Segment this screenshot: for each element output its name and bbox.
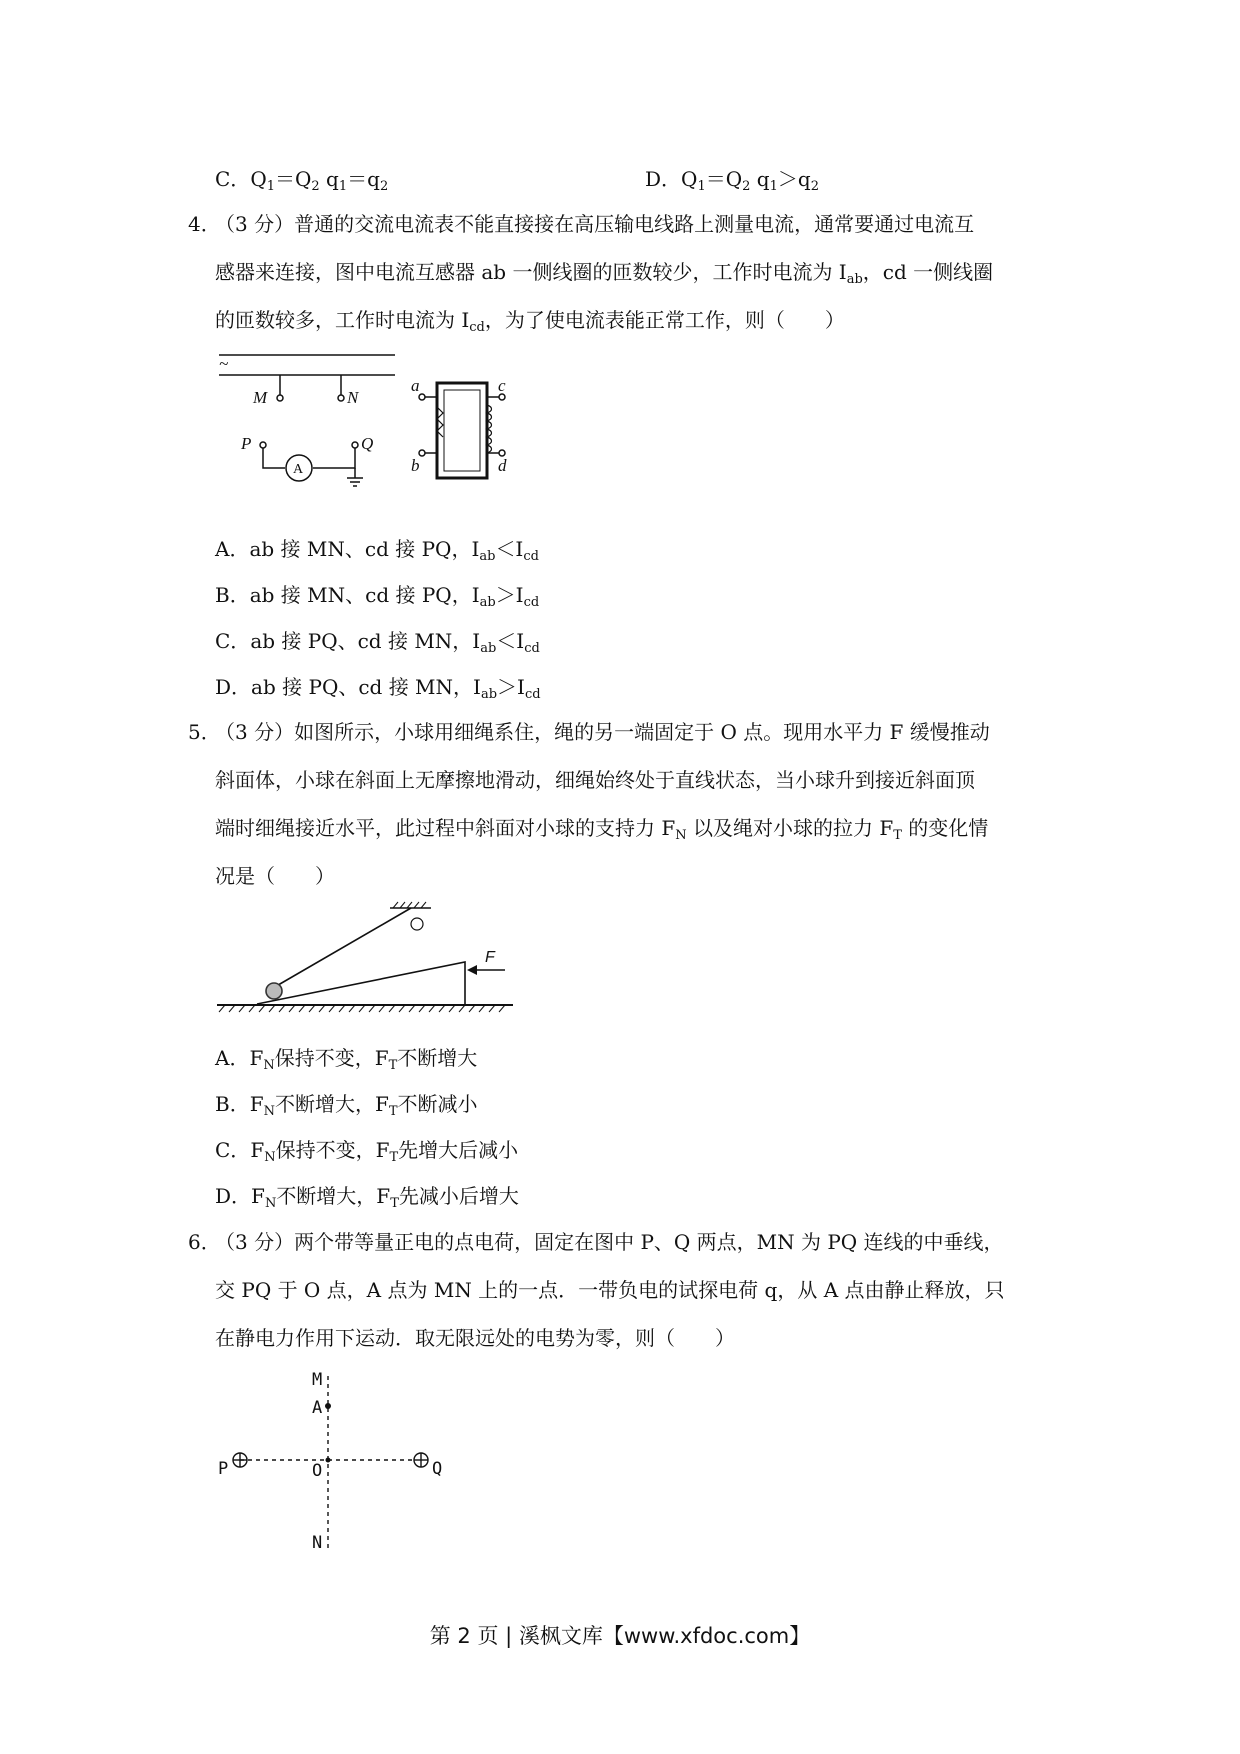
q4-option-b: B．ab 接 MN、cd 接 PQ，$I_{ab}>I_{cd}$ — [215, 583, 540, 610]
label-F: F — [485, 949, 495, 966]
q4-option-d: D．ab 接 PQ、cd 接 MN，$I_{ab}>I_{cd}$ — [215, 675, 541, 702]
q4-number: 4． — [188, 212, 221, 236]
point-O — [411, 918, 423, 930]
label-M: M — [253, 388, 268, 407]
coil-cd — [487, 405, 492, 453]
q5-option-b: B．$F_N$不断增大，$F_T$不断减小 — [215, 1092, 478, 1119]
incline-body — [257, 962, 465, 1004]
label-M: M — [312, 1370, 323, 1390]
q4-stem-line3: 的匝数较多，工作时电流为 $I_{cd}$，为了使电流表能正常工作，则（ ） — [215, 308, 845, 335]
q3-option-c: C．$Q_1=Q_2$ $q_1=q_2$ — [215, 167, 389, 194]
label-Q: Q — [432, 1459, 443, 1479]
q5-number: 5． — [188, 720, 221, 744]
q3-option-d: D．$Q_1=Q_2$ $q_1>q_2$ — [645, 167, 819, 194]
ammeter-label: A — [293, 462, 304, 477]
q6-stem-line3: 在静电力作用下运动．取无限远处的电势为零，则（ ） — [215, 1326, 735, 1350]
q4-stem-line1: （3 分）普通的交流电流表不能直接接在高压输电线路上测量电流，通常要通过电流互 — [215, 212, 975, 236]
label-P: P — [241, 434, 252, 453]
q5-stem-line4: 况是（ ） — [215, 864, 335, 888]
label-N: N — [312, 1533, 323, 1553]
label-A: A — [312, 1398, 323, 1418]
ac-symbol-label: ~ — [219, 354, 229, 373]
q5-stem-line1: （3 分）如图所示，小球用细绳系住，绳的另一端固定于 O 点。现用水平力 F 缓慢推动 — [215, 720, 990, 744]
point-O — [326, 1458, 331, 1463]
ball — [266, 983, 282, 999]
current-transformer-figure — [215, 345, 515, 495]
rope — [273, 908, 411, 988]
label-d: d — [498, 456, 507, 475]
q4-stem-line2: 感器来连接，图中电流互感器 ab 一侧线圈的匝数较少，工作时电流为 $I_{ab}$，cd 一侧线圈 — [215, 260, 994, 287]
label-Q: Q — [361, 434, 374, 453]
point-A — [325, 1403, 331, 1409]
q5-option-a: A．$F_N$保持不变，$F_T$不断增大 — [215, 1046, 478, 1073]
force-arrowhead — [467, 965, 477, 975]
q6-stem-line2: 交 PQ 于 O 点，A 点为 MN 上的一点．一带负电的试探电荷 q，从 A 点由静止释放，只 — [215, 1278, 1005, 1302]
label-b: b — [411, 456, 420, 475]
incline-figure — [215, 900, 515, 1020]
label-a: a — [411, 376, 420, 395]
q5-stem-line3: 端时细绳接近水平，此过程中斜面对小球的支持力 $F_N$ 以及绳对小球的拉力 $F_T$ 的变化情 — [215, 816, 989, 843]
q6-number: 6． — [188, 1230, 221, 1254]
label-N: N — [347, 388, 359, 407]
q5-stem-line2: 斜面体，小球在斜面上无摩擦地滑动，细绳始终处于直线状态，当小球升到接近斜面顶 — [215, 768, 975, 792]
label-c: c — [498, 376, 506, 395]
q4-option-a: A．ab 接 MN、cd 接 PQ，$I_{ab}<I_{cd}$ — [215, 537, 539, 564]
q6-stem-line1: （3 分）两个带等量正电的点电荷，固定在图中 P、Q 两点，MN 为 PQ 连线的中垂线， — [215, 1230, 1004, 1254]
label-O: O — [312, 1461, 323, 1481]
label-P: P — [218, 1459, 229, 1479]
q5-option-c: C．$F_N$保持不变，$F_T$先增大后减小 — [215, 1138, 519, 1165]
q5-option-d: D．$F_N$不断增大，$F_T$先减小后增大 — [215, 1184, 519, 1211]
q4-option-c: C．ab 接 PQ、cd 接 MN，$I_{ab}<I_{cd}$ — [215, 629, 540, 656]
point-charges-figure — [210, 1368, 470, 1553]
page-footer: 第 2 页 | 溪枫文库【www.xfdoc.com】 — [429, 1624, 811, 1648]
